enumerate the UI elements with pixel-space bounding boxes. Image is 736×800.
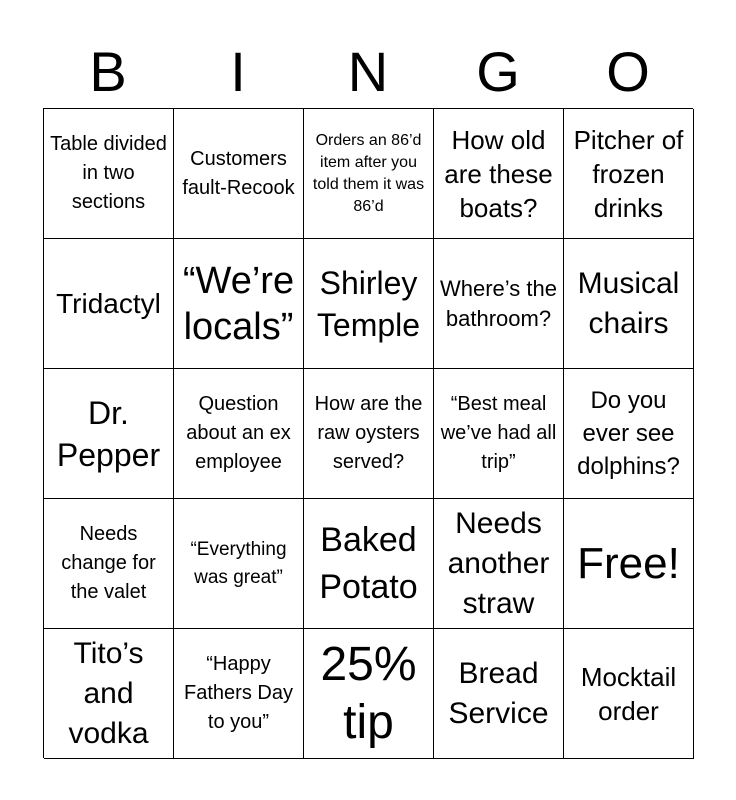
cell-text: Musical chairs: [577, 266, 680, 340]
bingo-header: [43, 36, 693, 108]
cell-text: Dr. Pepper: [56, 394, 161, 473]
bingo-cell[interactable]: [44, 369, 174, 499]
bingo-cell[interactable]: [44, 629, 174, 759]
bingo-cell-free[interactable]: [564, 499, 694, 629]
bingo-cell[interactable]: [564, 629, 694, 759]
bingo-cell[interactable]: [564, 239, 694, 369]
cell-text: How are the raw oysters served?: [314, 393, 423, 473]
bingo-cell[interactable]: [44, 109, 174, 239]
bingo-cell[interactable]: [174, 629, 304, 759]
bingo-cell[interactable]: [434, 499, 564, 629]
cell-text: “Happy Fathers Day to you”: [184, 653, 293, 733]
cell-text: “Everything was great”: [190, 538, 287, 588]
cell-text: Tridactyl: [56, 287, 161, 319]
bingo-card-grid: [43, 108, 693, 758]
bingo-cell[interactable]: [174, 499, 304, 629]
bingo-cell[interactable]: [434, 239, 564, 369]
bingo-cell[interactable]: [304, 629, 434, 759]
bingo-cell[interactable]: [434, 369, 564, 499]
bingo-cell[interactable]: [44, 239, 174, 369]
header-letter-b: B: [89, 40, 127, 103]
bingo-cell[interactable]: [174, 369, 304, 499]
cell-text: Free!: [577, 538, 680, 588]
bingo-cell[interactable]: [304, 109, 434, 239]
cell-text: Mocktail order: [580, 661, 677, 726]
cell-text: How old are these boats?: [444, 124, 553, 223]
cell-text: 25% tip: [320, 637, 417, 749]
header-letter-g: G: [476, 40, 520, 103]
cell-text: Baked Potato: [319, 520, 418, 606]
bingo-cell[interactable]: [304, 239, 434, 369]
cell-text: Pitcher of frozen drinks: [573, 124, 684, 223]
cell-text: Shirley Temple: [316, 264, 421, 343]
cell-text: Table divided in two sections: [50, 133, 167, 213]
bingo-cell[interactable]: [174, 109, 304, 239]
bingo-cell[interactable]: [564, 109, 694, 239]
cell-text: “We’re locals”: [182, 259, 295, 348]
bingo-cell[interactable]: [44, 499, 174, 629]
header-letter-i: I: [230, 40, 246, 103]
cell-text: “Best meal we’ve had all trip”: [440, 393, 557, 473]
cell-text: Customers fault-Recook: [182, 147, 295, 199]
bingo-cell[interactable]: [434, 109, 564, 239]
header-letter-n: N: [347, 40, 389, 103]
cell-text: Bread Service: [448, 656, 549, 730]
bingo-cell[interactable]: [174, 239, 304, 369]
cell-text: Needs another straw: [447, 506, 550, 620]
cell-text: Needs change for the valet: [61, 523, 156, 603]
header-letter-o: O: [606, 40, 650, 103]
bingo-cell[interactable]: [304, 499, 434, 629]
cell-text: Tito’s and vodka: [68, 636, 149, 750]
bingo-cell[interactable]: [434, 629, 564, 759]
cell-text: Where’s the bathroom?: [440, 275, 557, 331]
cell-text: Do you ever see dolphins?: [577, 387, 680, 480]
bingo-cell[interactable]: [564, 369, 694, 499]
cell-text: Orders an 86’d item after you told them it was 86’d: [312, 131, 425, 215]
cell-text: Question about an ex employee: [186, 393, 291, 473]
bingo-cell[interactable]: [304, 369, 434, 499]
